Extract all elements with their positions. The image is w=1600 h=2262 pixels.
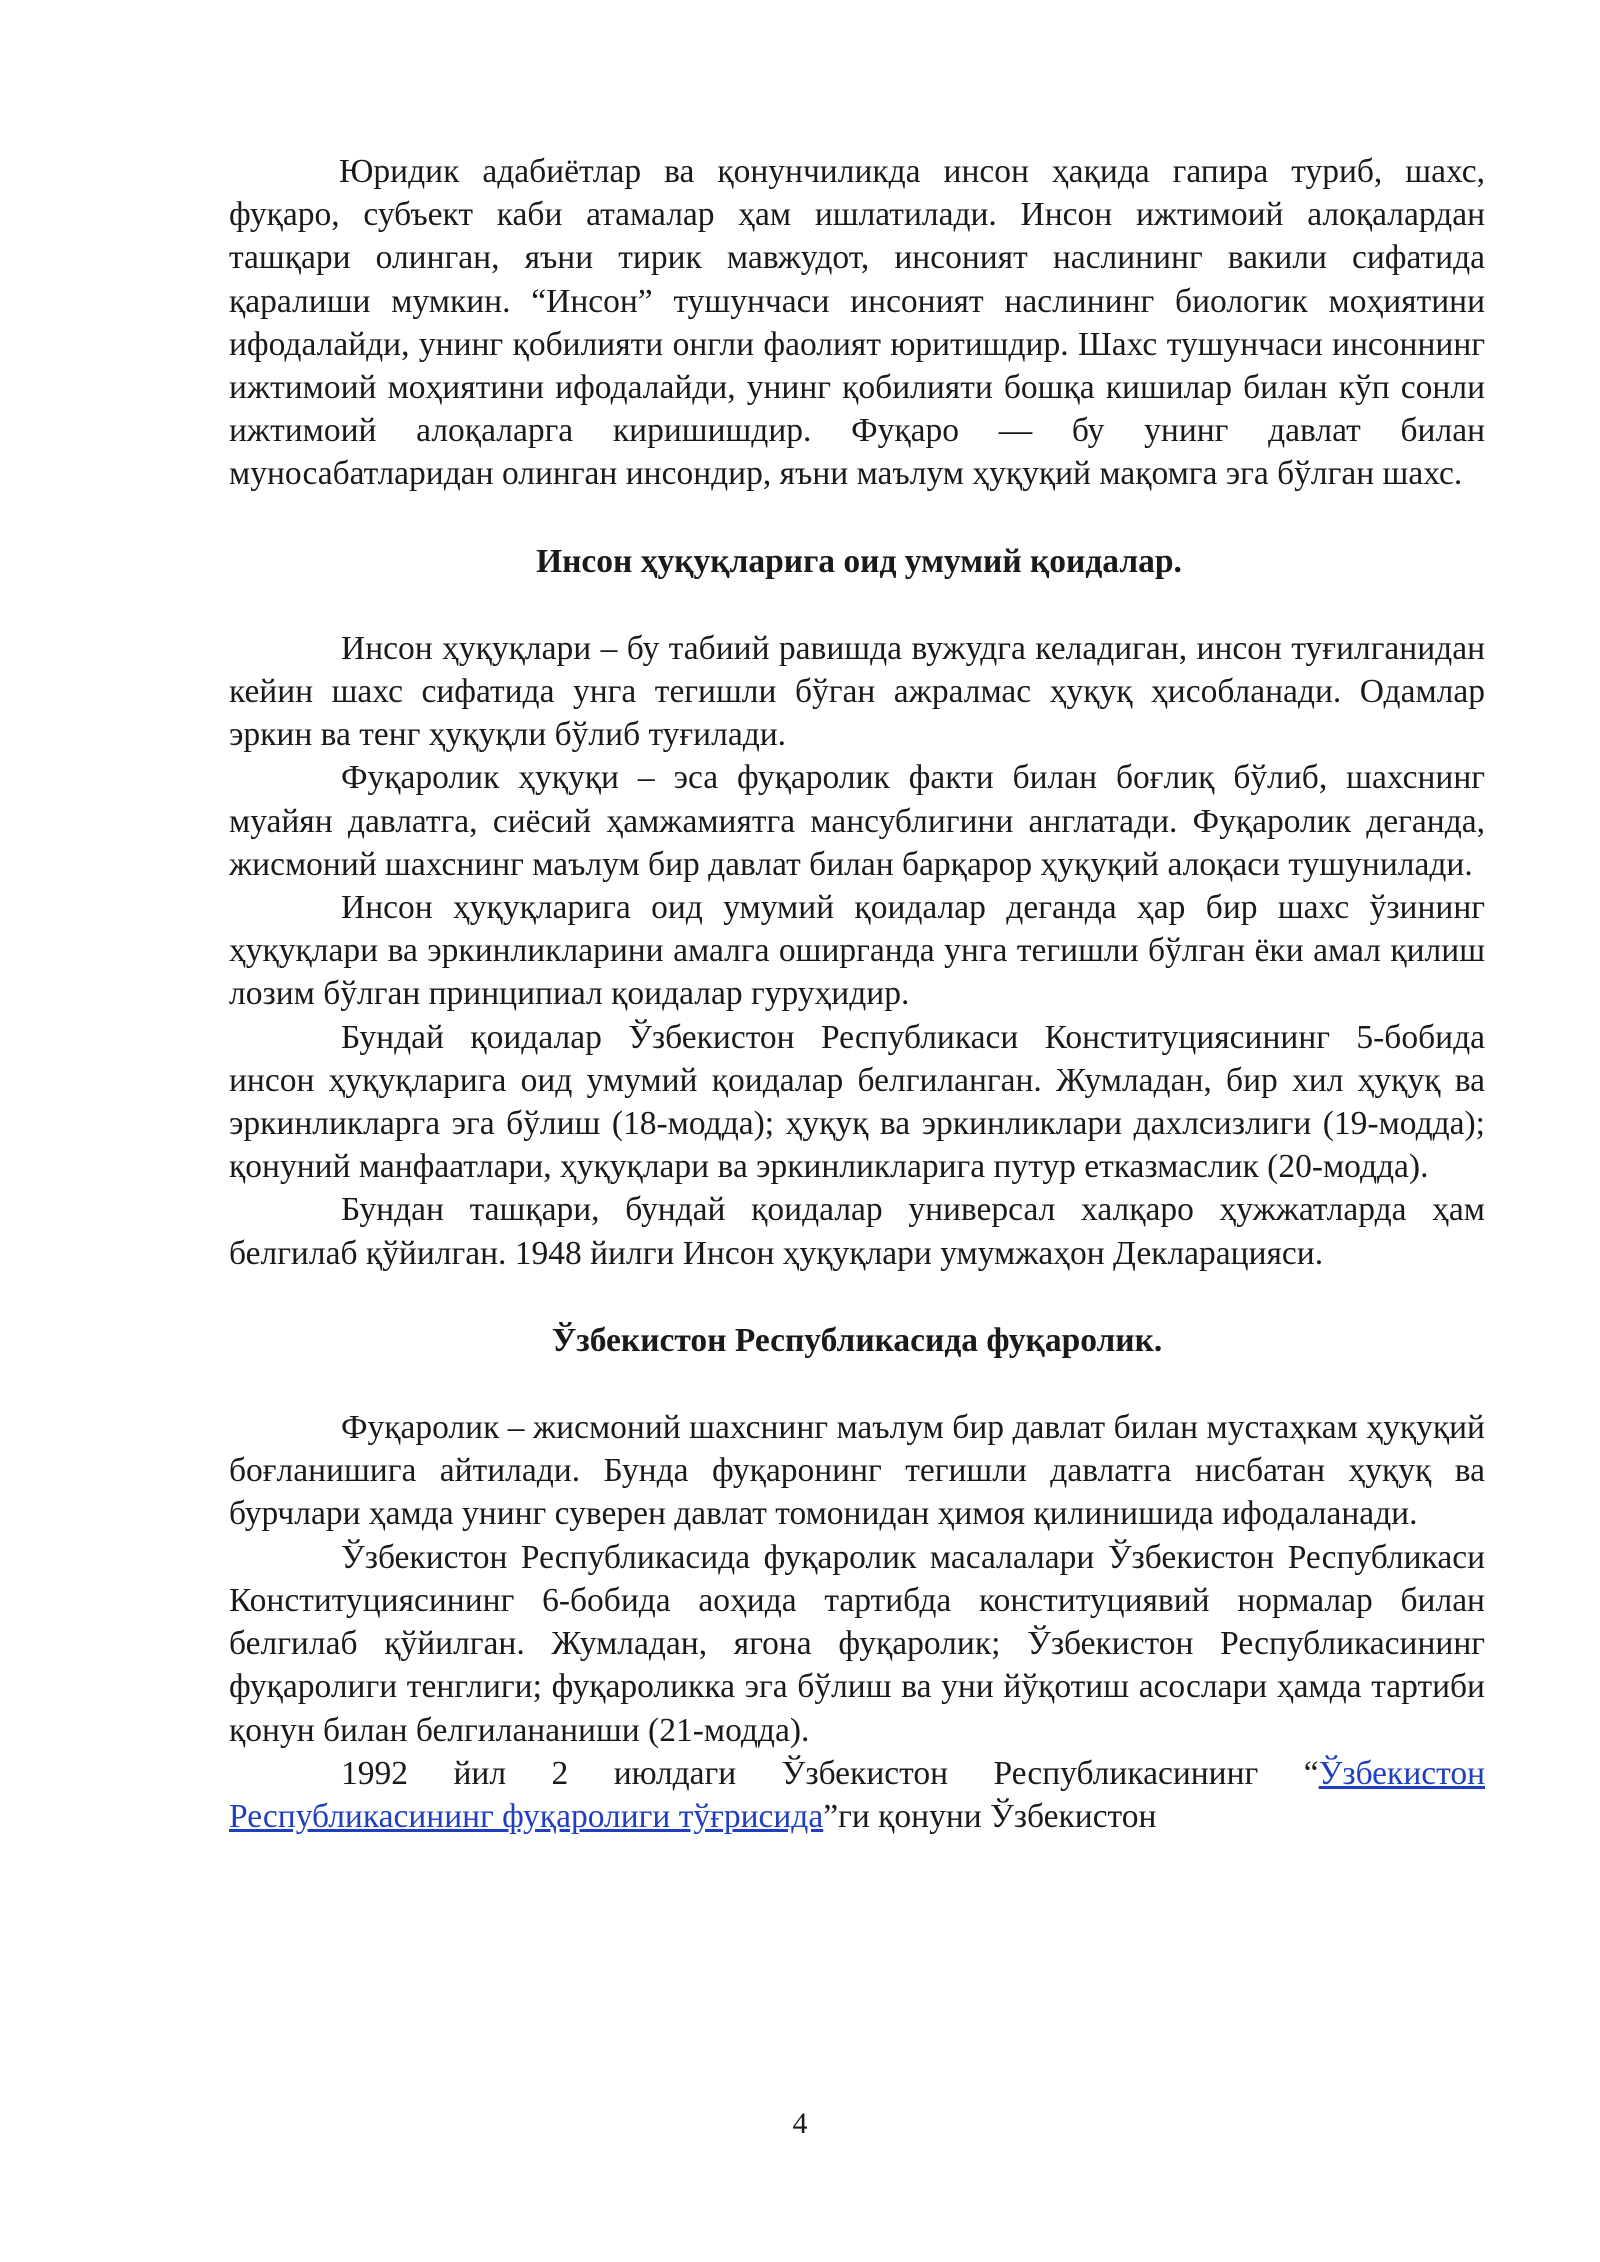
paragraph: Фуқаролик – жисмоний шахснинг маълум бир давлат билан мустаҳкам ҳуқуқий боғланишига айтилади. Бунда фуқаронинг тегишли давлатга нисбатан ҳуқуқ ва бурчлари ҳамда унинг суверен давлат томонидан ҳимоя қилинишида ифодаланади.	[229, 1409, 1485, 1533]
document-page	[229, 150, 1485, 1838]
paragraph-text-after-link: ”ги қонуни Ўзбекистон	[823, 1797, 1157, 1835]
paragraph: Бундан ташқари, бундай қоидалар универсал халқаро ҳужжатларда ҳам белгилаб қўйилган. 1948 йилги Инсон ҳуқуқлари умумжаҳон Декларацияси.	[229, 1191, 1485, 1272]
section-heading-human-rights: Инсон ҳуқуқларига оид умумий қоидалар.	[536, 542, 1182, 580]
section-heading-citizenship: Ўзбекистон Республикасида фуқаролик.	[551, 1321, 1163, 1359]
paragraph: Фуқаролик ҳуқуқи – эса фуқаролик факти билан боғлиқ бўлиб, шахснинг муайян давлатга, сиёсий ҳамжамиятга мансублигини англатади. Фуқаролик деганда, жисмоний шахснинг маълум бир давлат билан барқарор ҳуқуқий алоқаси тушунилади.	[229, 759, 1485, 883]
paragraph: Инсон ҳуқуқлари – бу табиий равишда вужудга келадиган, инсон туғилганидан кейин шахс сифатида унга тегишли бўган ажралмас ҳуқуқ ҳисобланади. Одамлар эркин ва тенг ҳуқуқли бўлиб туғилади.	[229, 629, 1485, 754]
paragraph: Инсон ҳуқуқларига оид умумий қоидалар деганда ҳар бир шахс ўзининг ҳуқуқлари ва эркинликларини амалга оширганда унга тегишли бўлган ёки амал қилиш лозим бўлган принципиал қоидалар гуруҳидир.	[229, 889, 1485, 1013]
paragraph: Ўзбекистон Республикасида фуқаролик масалалари Ўзбекистон Республикаси Конституциясининг 6-бобида аоҳида тартибда конституциявий нормалар билан белгилаб қўйилган. Жумладан, ягона фуқаролик; Ўзбекистон Республикасининг фуқаролиги тенглиги; фуқароликка эга бўлиш ва уни йўқотиш асослари ҳамда тартиби қонун билан белгилананиши (21-модда).	[229, 1538, 1485, 1749]
paragraph-with-link	[229, 1752, 1485, 1838]
paragraph-text-before-link: 1992 йил 2 июлдаги Ўзбекистон Республикасининг “	[341, 1754, 1319, 1792]
intro-paragraph: Юридик адабиётлар ва қонунчиликда инсон ҳақида гапира туриб, шахс, фуқаро, субъект каби атамалар ҳам ишлатилади. Инсон ижтимоий алоқалардан ташқари олинган, яъни тирик мавжудот, инсоният наслининг вакили сифатида қаралиши мумкин. “Инсон” тушунчаси инсоният наслининг биологик моҳиятини ифодалайди, унинг қобилияти онгли фаолият юритишдир. Шахс тушунчаси инсоннинг ижтимоий моҳиятини ифодалайди, унинг қобилияти бошқа кишилар билан кўп сонли ижтимоий алоқаларга киришишдир. Фуқаро — бу унинг давлат билан муносабатларидан олинган инсондир, яъни маълум ҳуқуқий мақомга эга бўлган шахс.	[229, 153, 1485, 493]
law-link[interactable]: Ўзбекистон Республикасининг фуқаролиги тўғрисида	[229, 1754, 1485, 1835]
paragraph: Бундай қоидалар Ўзбекистон Республикаси Конституциясининг 5-бобида инсон ҳуқуқларига оид умумий қоидалар белгиланган. Жумладан, бир хил ҳуқуқ ва эркинликларга эга бўлиш (18-модда); ҳуқуқ ва эркинликлари дахлсизлиги (19-модда); қонуний манфаатлари, ҳуқуқлари ва эркинликларига путур етказмаслик (20-модда).	[229, 1018, 1485, 1186]
page-number: 4	[792, 2107, 808, 2140]
